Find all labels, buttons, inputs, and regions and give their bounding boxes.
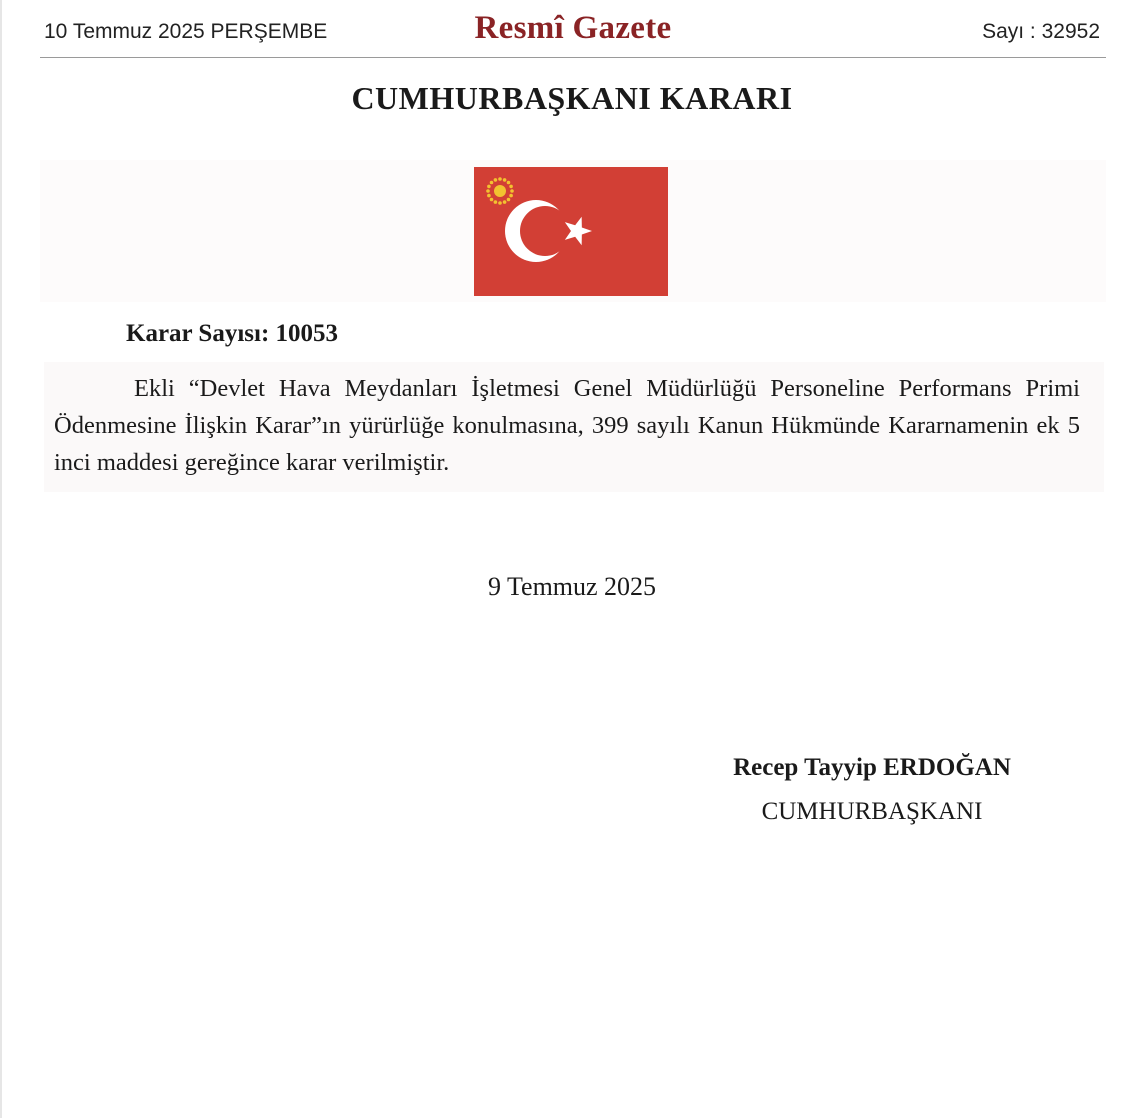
signatory-name: Recep Tayyip ERDOĞAN: [733, 754, 1011, 781]
header-date: 10 Temmuz 2025 PERŞEMBE: [44, 20, 328, 43]
presidential-flag-icon: [474, 167, 668, 296]
signatory-title: CUMHURBAŞKANI: [761, 798, 983, 825]
issue-number: Sayı : 32952: [982, 20, 1100, 43]
header-divider: [40, 57, 1106, 58]
decision-body: Ekli “Devlet Hava Meydanları İşletmesi Genel Müdürlüğü Personeline Performans Primi Ödenmesine İlişkin Karar”ın yürürlüğe konulmasına, 399 sayılı Kanun Hükmünde Kararnamenin ek 5 inci maddesi gereğince karar verilmiştir.: [54, 375, 1080, 476]
signature-date: 9 Temmuz 2025: [487, 572, 657, 601]
gazette-header: [40, 10, 1106, 54]
decision-number: Karar Sayısı: 10053: [126, 320, 339, 347]
page-edge: [0, 0, 2, 1118]
gazette-title: Resmî Gazete: [474, 10, 672, 46]
document-type-heading: CUMHURBAŞKANI KARARI: [351, 80, 793, 116]
